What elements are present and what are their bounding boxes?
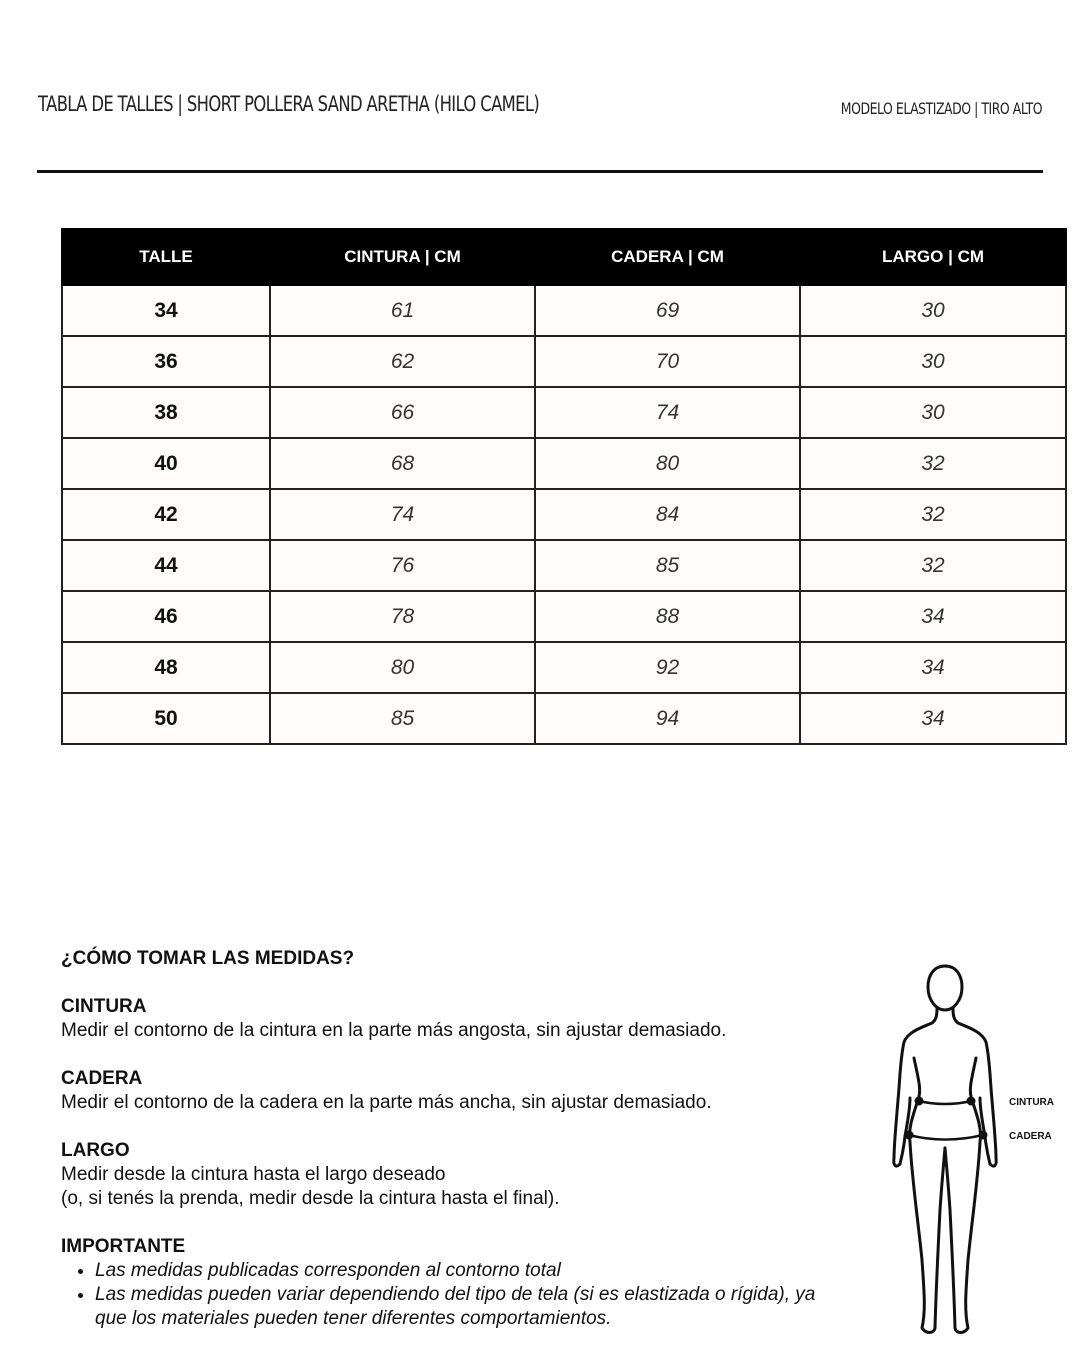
cell-talle: 40 — [62, 438, 270, 489]
cell-cintura: 61 — [270, 285, 535, 336]
cell-cintura: 66 — [270, 387, 535, 438]
cell-cadera: 94 — [535, 693, 800, 744]
section-text-largo-line1: Medir desde la cintura hasta el largo deseado — [61, 1164, 446, 1185]
cell-talle: 44 — [62, 540, 270, 591]
cell-cadera: 80 — [535, 438, 800, 489]
cell-largo: 30 — [800, 336, 1066, 387]
cell-cadera: 74 — [535, 387, 800, 438]
section-text-largo-line2: (o, si tenés la prenda, medir desde la cintura hasta el final). — [61, 1188, 560, 1209]
cell-cintura: 62 — [270, 336, 535, 387]
column-header-talle: TALLE — [62, 229, 270, 285]
section-cadera — [61, 1067, 851, 1115]
body-figure — [880, 960, 1054, 1340]
table-row — [62, 387, 1066, 438]
cell-talle: 38 — [62, 387, 270, 438]
table-row — [62, 591, 1066, 642]
cell-largo: 34 — [800, 642, 1066, 693]
measuring-instructions — [61, 947, 851, 1331]
cell-cadera: 84 — [535, 489, 800, 540]
section-title-cadera: CADERA — [61, 1068, 143, 1089]
cell-largo: 32 — [800, 438, 1066, 489]
section-text-cintura: Medir el contorno de la cintura en la parte más angosta, sin ajustar demasiado. — [61, 1020, 727, 1041]
table-row — [62, 693, 1066, 744]
cell-cintura: 68 — [270, 438, 535, 489]
table-row — [62, 540, 1066, 591]
cell-cintura: 78 — [270, 591, 535, 642]
page-title: TABLA DE TALLES | SHORT POLLERA SAND ARETHA (HILO CAMEL) — [38, 92, 540, 116]
cell-cintura: 85 — [270, 693, 535, 744]
body-silhouette-icon — [880, 960, 1010, 1340]
section-title-largo: LARGO — [61, 1140, 130, 1161]
section-title-importante: IMPORTANTE — [61, 1236, 186, 1257]
cell-largo: 34 — [800, 693, 1066, 744]
label-cadera: CADERA — [1009, 1131, 1052, 1142]
cell-cintura: 74 — [270, 489, 535, 540]
cell-cadera: 85 — [535, 540, 800, 591]
cell-talle: 42 — [62, 489, 270, 540]
section-text-cadera: Medir el contorno de la cadera en la parte más ancha, sin ajustar demasiado. — [61, 1092, 712, 1113]
column-header-largo: LARGO | CM — [800, 229, 1066, 285]
cell-talle: 50 — [62, 693, 270, 744]
cell-largo: 30 — [800, 285, 1066, 336]
cell-cintura: 80 — [270, 642, 535, 693]
list-item: • Las medidas pueden variar dependiendo del tipo de tela (si es elastizada o rígida), ya que los materiales pueden tener diferentes comportamientos. — [95, 1283, 851, 1331]
cell-cadera: 70 — [535, 336, 800, 387]
table-row — [62, 489, 1066, 540]
list-item: • Las medidas publicadas corresponden al contorno total — [95, 1259, 851, 1283]
cell-talle: 34 — [62, 285, 270, 336]
section-cintura — [61, 995, 851, 1043]
header-divider — [37, 170, 1043, 173]
instructions-title: ¿CÓMO TOMAR LAS MEDIDAS? — [61, 948, 355, 969]
cell-largo: 30 — [800, 387, 1066, 438]
section-largo — [61, 1139, 851, 1211]
model-info: MODELO ELASTIZADO | TIRO ALTO — [840, 99, 1042, 118]
table-row — [62, 438, 1066, 489]
cell-cadera: 92 — [535, 642, 800, 693]
cell-largo: 34 — [800, 591, 1066, 642]
cell-cadera: 69 — [535, 285, 800, 336]
table-row — [62, 642, 1066, 693]
table-row — [62, 336, 1066, 387]
cell-cadera: 88 — [535, 591, 800, 642]
size-table — [61, 228, 1067, 745]
cell-talle: 48 — [62, 642, 270, 693]
table-row — [62, 285, 1066, 336]
section-importante — [61, 1235, 851, 1331]
column-header-cintura: CINTURA | CM — [270, 229, 535, 285]
cell-largo: 32 — [800, 540, 1066, 591]
table-header-row — [62, 229, 1066, 285]
cell-cintura: 76 — [270, 540, 535, 591]
importante-list — [61, 1259, 851, 1331]
label-cintura: CINTURA — [1009, 1097, 1054, 1108]
cell-largo: 32 — [800, 489, 1066, 540]
cell-talle: 46 — [62, 591, 270, 642]
section-title-cintura: CINTURA — [61, 996, 147, 1017]
column-header-cadera: CADERA | CM — [535, 229, 800, 285]
cell-talle: 36 — [62, 336, 270, 387]
